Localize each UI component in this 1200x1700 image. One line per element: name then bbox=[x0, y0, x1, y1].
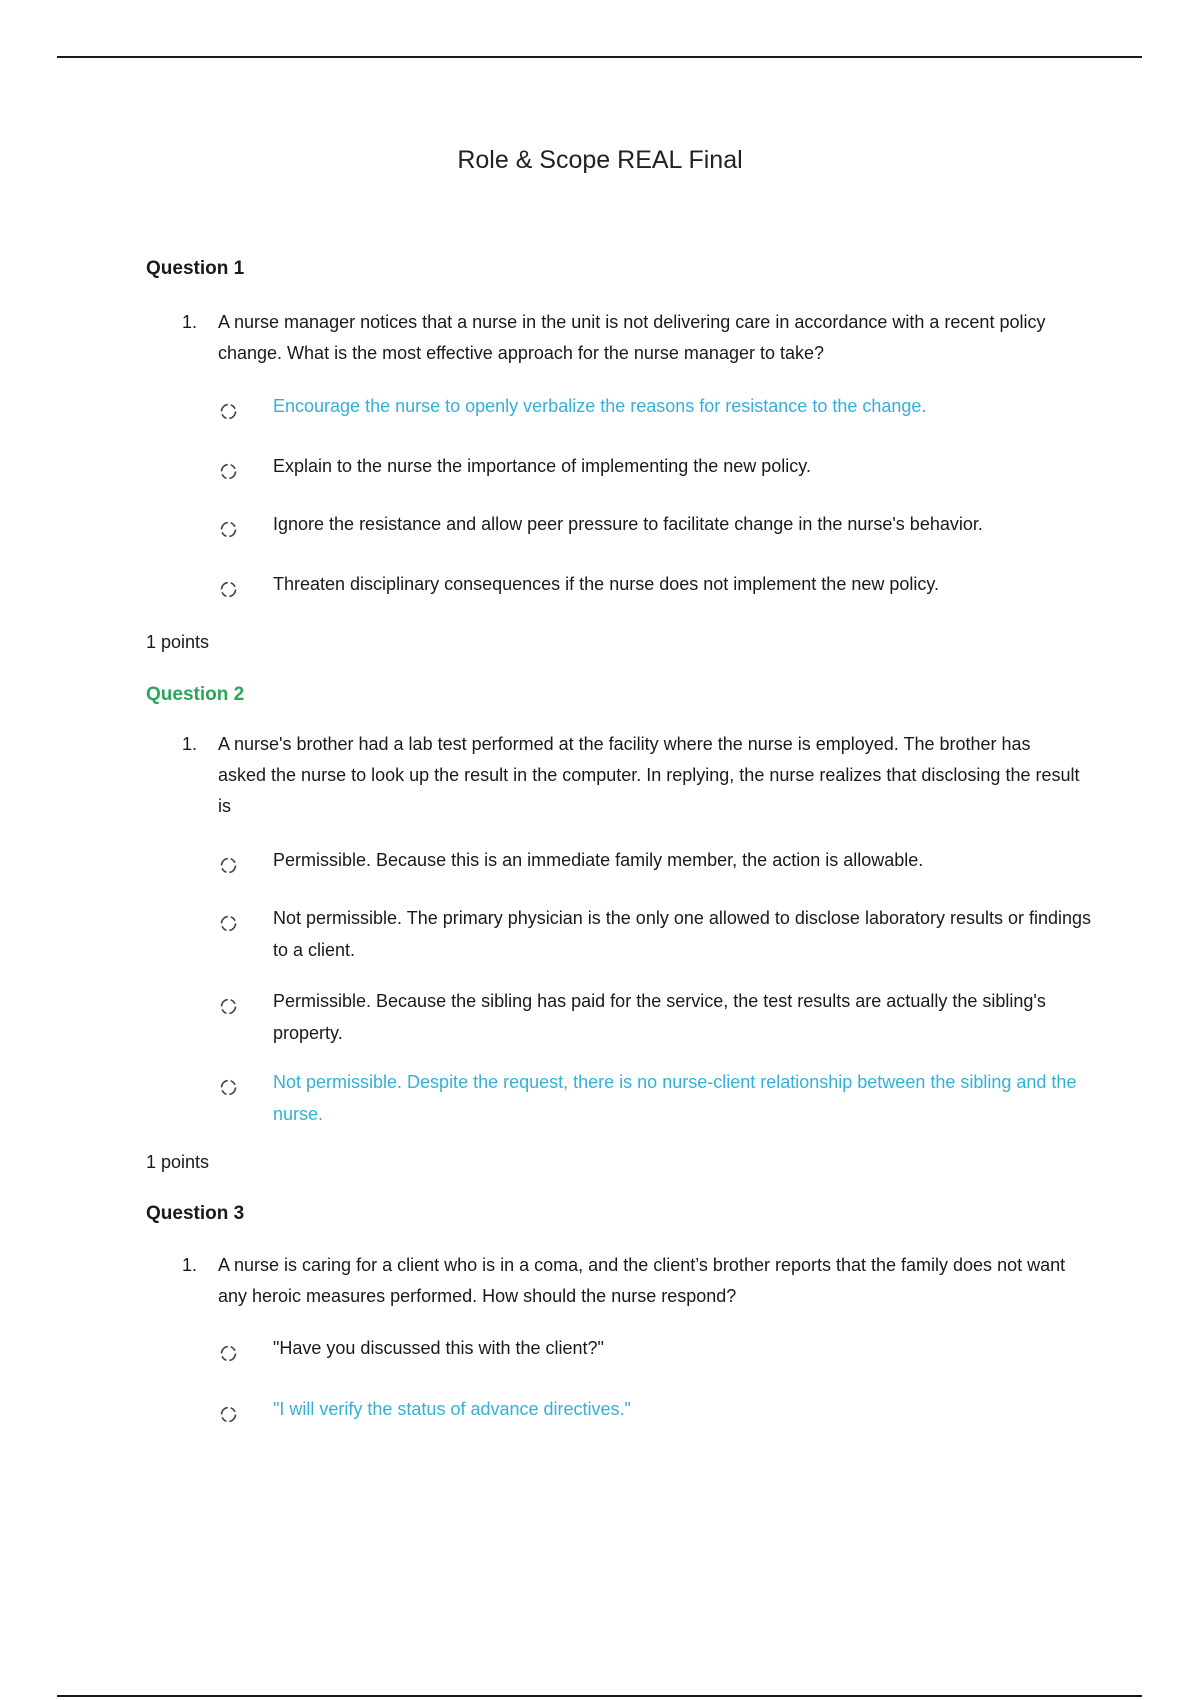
option-label: "Have you discussed this with the client?" bbox=[273, 1338, 604, 1358]
question-1-option-3[interactable] bbox=[220, 508, 1100, 540]
option-label: Permissible. Because the sibling has paid for the service, the test results are actually the sibling's property. bbox=[273, 991, 1046, 1043]
question-2-points: 1 points bbox=[146, 1152, 210, 1172]
bottom-rule bbox=[57, 1695, 1142, 1697]
question-3-option-2[interactable] bbox=[220, 1393, 1100, 1425]
option-label: Not permissible. Despite the request, there is no nurse-client relationship between the sibling and the nurse. bbox=[273, 1072, 1077, 1124]
radio-button-icon[interactable] bbox=[220, 910, 237, 927]
question-2-heading: Question 2 bbox=[146, 684, 245, 705]
question-3-option-1[interactable] bbox=[220, 1332, 1100, 1364]
radio-button-icon[interactable] bbox=[220, 458, 237, 475]
radio-button-icon[interactable] bbox=[220, 993, 237, 1010]
option-label: Encourage the nurse to openly verbalize the reasons for resistance to the change. bbox=[273, 396, 927, 416]
question-2-stem bbox=[182, 729, 1082, 822]
radio-button-icon[interactable] bbox=[220, 516, 237, 533]
radio-button-icon[interactable] bbox=[220, 1074, 237, 1091]
question-3-heading: Question 3 bbox=[146, 1203, 245, 1224]
question-1-option-4[interactable] bbox=[220, 568, 1100, 600]
radio-button-icon[interactable] bbox=[220, 1401, 237, 1418]
top-rule bbox=[57, 56, 1142, 58]
question-2-option-1[interactable] bbox=[220, 844, 1100, 876]
question-number: 1. bbox=[182, 734, 198, 754]
option-label: Explain to the nurse the importance of implementing the new policy. bbox=[273, 456, 811, 476]
question-number: 1. bbox=[182, 312, 198, 332]
option-label: Ignore the resistance and allow peer pressure to facilitate change in the nurse's behavior. bbox=[273, 514, 983, 534]
radio-button-icon[interactable] bbox=[220, 1340, 237, 1357]
option-label: Threaten disciplinary consequences if the nurse does not implement the new policy. bbox=[273, 574, 940, 594]
option-label: Not permissible. The primary physician is the only one allowed to disclose laboratory results or findings to a client. bbox=[273, 908, 1092, 960]
question-2-option-2[interactable] bbox=[220, 902, 1100, 966]
page-title: Role & Scope REAL Final bbox=[457, 146, 743, 174]
question-1-points: 1 points bbox=[146, 632, 210, 652]
question-text: A nurse is caring for a client who is in a coma, and the client’s brother reports that the family does not want any heroic measures performed. How should the nurse respond? bbox=[218, 1255, 1066, 1306]
question-2-option-3[interactable] bbox=[220, 985, 1100, 1049]
question-1-heading: Question 1 bbox=[146, 258, 245, 279]
question-number: 1. bbox=[182, 1255, 198, 1275]
question-3-stem bbox=[182, 1250, 1082, 1312]
question-2-option-4[interactable] bbox=[220, 1066, 1100, 1130]
option-label: Permissible. Because this is an immediate family member, the action is allowable. bbox=[273, 850, 924, 870]
question-1-stem bbox=[182, 307, 1082, 369]
question-text: A nurse's brother had a lab test performed at the facility where the nurse is employed. The brother has asked the nurse to look up the result in the computer. In replying, the nurse realizes that disclosing the result is bbox=[218, 734, 1080, 816]
question-1-option-2[interactable] bbox=[220, 450, 1100, 482]
radio-button-icon[interactable] bbox=[220, 576, 237, 593]
question-1-option-1[interactable] bbox=[220, 390, 1100, 422]
question-text: A nurse manager notices that a nurse in the unit is not delivering care in accordance with a recent policy change. What is the most effective approach for the nurse manager to take? bbox=[218, 312, 1046, 363]
option-label: "I will verify the status of advance directives." bbox=[273, 1399, 631, 1419]
radio-button-icon[interactable] bbox=[220, 852, 237, 869]
radio-button-icon[interactable] bbox=[220, 398, 237, 415]
